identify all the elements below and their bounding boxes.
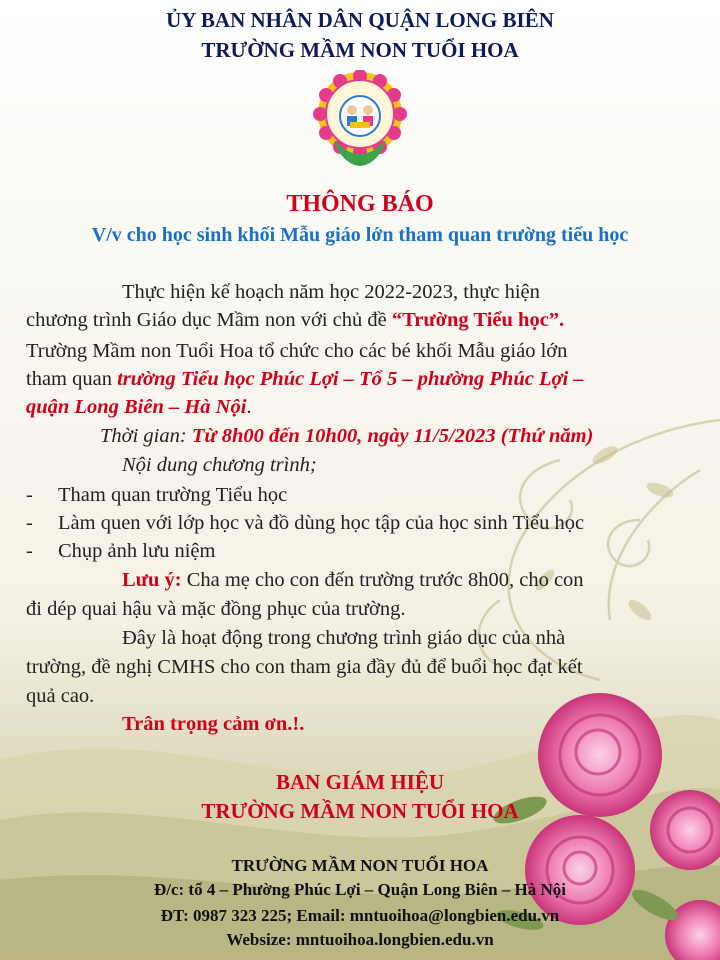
bullet-dash: - xyxy=(26,512,33,534)
notice-title: THÔNG BÁO xyxy=(286,191,434,217)
time-value: Từ 8h00 đến 10h00, ngày 11/5/2023 (Thứ năm) xyxy=(191,425,594,447)
note-label: Lưu ý: xyxy=(122,569,182,591)
theme-highlight: “Trường Tiểu học”. xyxy=(391,309,565,331)
bullet-dash: - xyxy=(26,540,33,562)
notice-subtitle: V/v cho học sinh khối Mẫu giáo lớn tham quan trường tiểu học xyxy=(91,224,629,246)
footer-contact: ĐT: 0987 323 225; Email: mntuoihoa@longbien.edu.vn xyxy=(160,906,560,925)
footer-address: Đ/c: tổ 4 – Phường Phúc Lợi – Quận Long Biên – Hà Nội xyxy=(153,880,567,899)
signature-school: TRƯỜNG MẦM NON TUỔI HOA xyxy=(201,799,519,823)
paragraph-line: quận Long Biên – Hà Nội. xyxy=(26,396,252,418)
list-item: - Làm quen với lớp học và đồ dùng học tập của học sinh Tiểu học xyxy=(26,512,585,534)
signature-board: BAN GIÁM HIỆU xyxy=(275,770,444,794)
footer-website: Websize: mntuoihoa.longbien.edu.vn xyxy=(226,930,494,949)
program-label: Nội dung chương trình; xyxy=(122,454,317,476)
paragraph-line: Trường Mầm non Tuổi Hoa tổ chức cho các bé khối Mẫu giáo lớn xyxy=(26,340,568,362)
note-line: Lưu ý: Cha mẹ cho con đến trường trước 8h00, cho con xyxy=(122,569,584,591)
paragraph-line: quả cao. xyxy=(26,685,95,707)
location-highlight: trường Tiểu học Phúc Lợi – Tổ 5 – phường Phúc Lợi – xyxy=(117,368,584,390)
thanks-line: Trân trọng cảm ơn.!. xyxy=(122,713,305,735)
paragraph-line: Đây là hoạt động trong chương trình giáo dục của nhà xyxy=(122,627,566,649)
paragraph-line: chương trình Giáo dục Mầm non với chủ đề “Trường Tiểu học”. xyxy=(26,309,565,331)
school-logo xyxy=(312,70,408,170)
paragraph-line: đi dép quai hậu và mặc đồng phục của trường. xyxy=(26,598,406,620)
time-label: Thời gian: xyxy=(100,425,192,447)
header-authority: ỦY BAN NHÂN DÂN QUẬN LONG BIÊN xyxy=(166,8,554,32)
paragraph-line: tham quan trường Tiểu học Phúc Lợi – Tổ 5 – phường Phúc Lợi – xyxy=(26,368,584,390)
time-line xyxy=(100,425,593,448)
paragraph-line: trường, đề nghị CMHS cho con tham gia đầy đủ để buổi học đạt kết xyxy=(26,656,583,678)
location-highlight: quận Long Biên – Hà Nội xyxy=(26,396,247,418)
list-item: - Tham quan trường Tiểu học xyxy=(26,484,288,506)
bullet-dash: - xyxy=(26,484,33,506)
footer-school-name: TRƯỜNG MẦM NON TUỔI HOA xyxy=(231,856,489,875)
header-school-name: TRƯỜNG MẦM NON TUỔI HOA xyxy=(201,38,519,62)
list-item: - Chụp ảnh lưu niệm xyxy=(26,540,216,562)
paragraph-line: Thực hiện kế hoạch năm học 2022-2023, thực hiện xyxy=(122,281,540,303)
